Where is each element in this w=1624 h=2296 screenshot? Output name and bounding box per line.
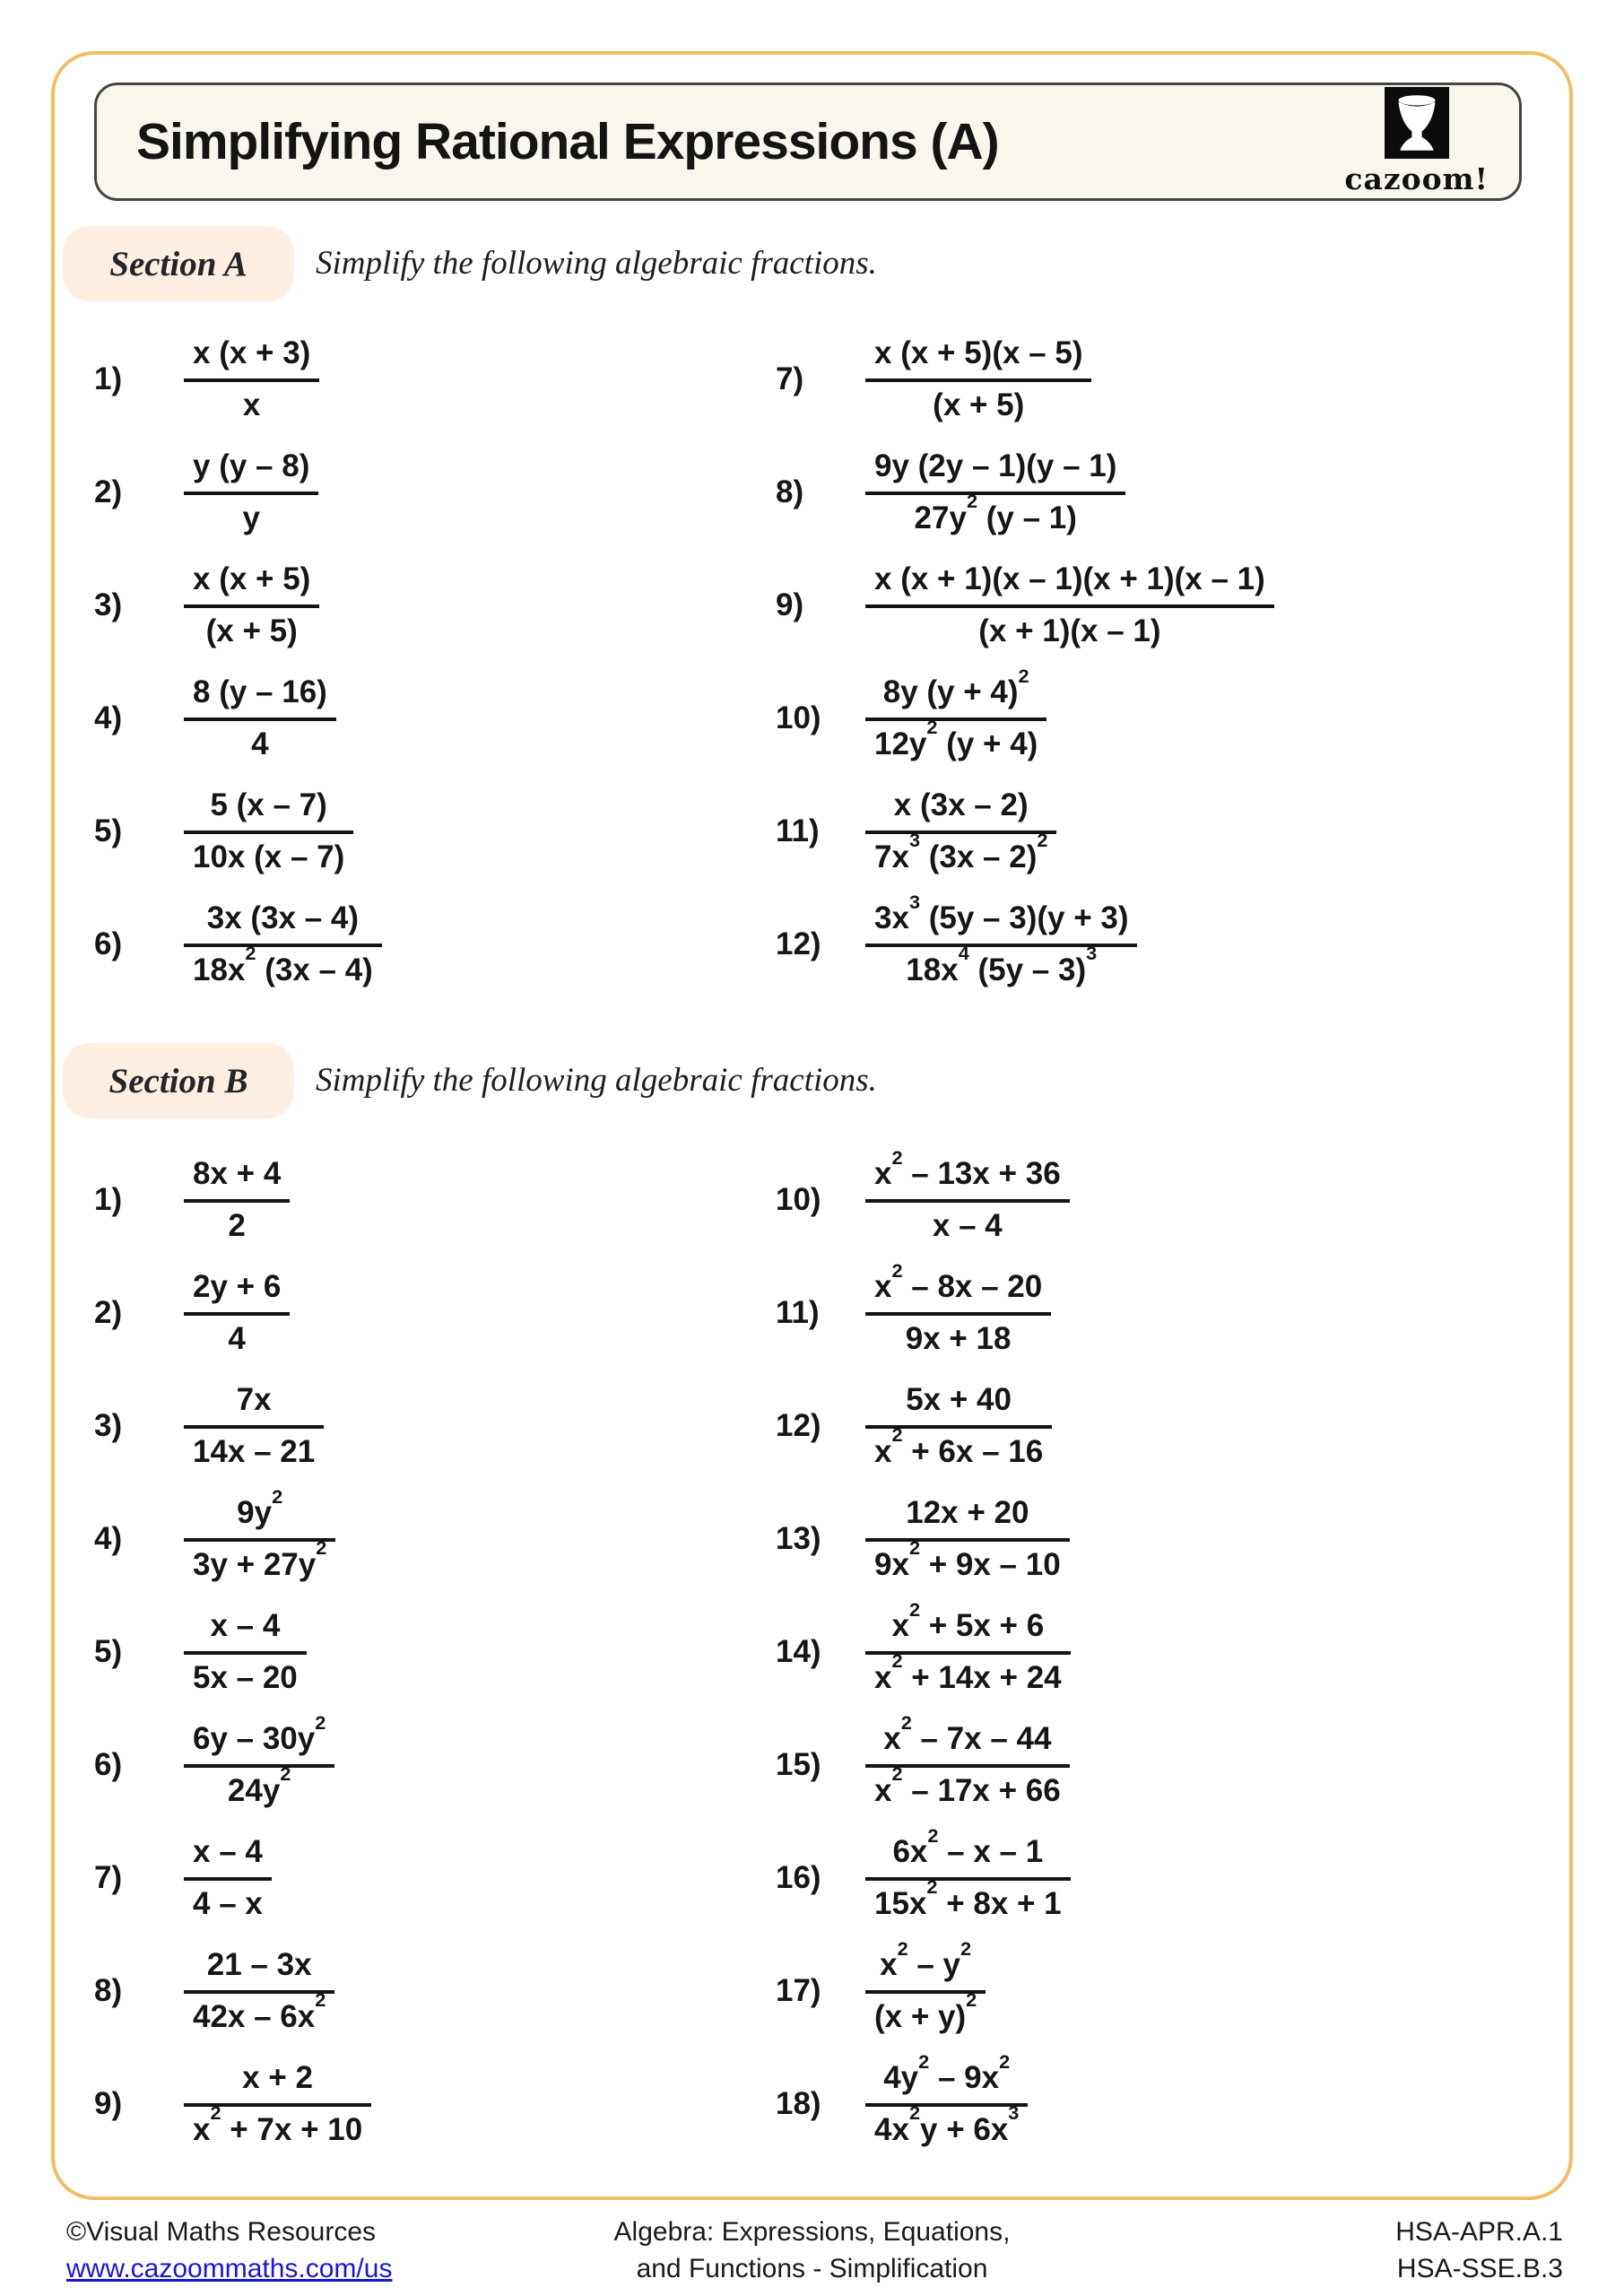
djembe-drum-icon <box>1385 87 1449 159</box>
problem-row <box>776 1935 1071 2048</box>
fraction-denominator: 5x – 20 <box>193 1659 298 1695</box>
fraction-numerator: $x^2 - 7x - 44$ <box>865 1721 1070 1767</box>
problem-row <box>776 1596 1071 1709</box>
section-b-label-text: Section B <box>109 1061 248 1100</box>
fraction-numerator: x – 4 <box>184 1608 307 1654</box>
problem-number: 12) <box>776 1408 821 1443</box>
section-a-right-column <box>776 323 1274 1001</box>
fraction-denominator: $7x^3$ (3x – 2)$^2$ <box>874 829 1048 874</box>
fraction-numerator: 9y (2y – 1)(y – 1) <box>865 448 1125 494</box>
fraction-numerator: 2y + 6 <box>184 1269 290 1315</box>
fraction-denominator: 4 <box>251 726 269 761</box>
problem-row <box>94 1596 371 1709</box>
problem-row <box>776 1370 1071 1483</box>
copyright-text: ©Visual Maths Resources <box>66 2217 377 2247</box>
algebraic-fraction <box>865 1145 1070 1244</box>
problem-number: 8) <box>94 1973 123 2008</box>
fraction-denominator: 10x (x – 7) <box>193 839 345 874</box>
fraction-numerator: x + 2 <box>184 2060 371 2106</box>
problem-row <box>776 775 1274 888</box>
fraction-denominator: $27y^2$ (y – 1) <box>914 490 1077 535</box>
problem-number: 13) <box>776 1521 821 1556</box>
standard-code-2: HSA-SSE.B.3 <box>1396 2254 1563 2283</box>
problem-row <box>94 1709 371 1822</box>
problem-row <box>94 323 382 436</box>
fraction-denominator: $(x + y)^2$ <box>874 1988 977 2034</box>
fraction-numerator: x (x + 1)(x – 1)(x + 1)(x – 1) <box>865 561 1274 607</box>
logo-wordmark: cazoom! <box>1344 161 1489 196</box>
problem-number: 5) <box>94 1634 123 1669</box>
algebraic-fraction <box>184 561 319 649</box>
problem-number: 2) <box>94 1295 123 1330</box>
problem-number: 17) <box>776 1973 821 2008</box>
problem-row <box>776 1144 1071 1257</box>
fraction-numerator: 8 (y – 16) <box>184 674 336 720</box>
algebraic-fraction <box>865 561 1274 649</box>
topic-line-2: and Functions - Simplification <box>636 2254 988 2283</box>
section-b-instruction: Simplify the following algebraic fractions. <box>316 1062 877 1099</box>
problem-number: 3) <box>94 1408 123 1443</box>
fraction-denominator: $15x^2 + 8x + 1$ <box>874 1875 1062 1921</box>
problem-number: 4) <box>94 700 123 735</box>
algebraic-fraction <box>865 448 1125 536</box>
problem-row <box>776 888 1274 1001</box>
fraction-numerator: y (y – 8) <box>184 448 318 494</box>
fraction-denominator: $x^2 - 17x + 66$ <box>874 1762 1061 1808</box>
fraction-denominator: x <box>242 387 261 422</box>
cazoom-logo <box>1344 87 1489 196</box>
problem-number: 1) <box>94 1182 123 1217</box>
problem-row <box>776 549 1274 662</box>
problem-number: 12) <box>776 926 821 961</box>
page-title: Simplifying Rational Expressions (A) <box>136 113 999 170</box>
problem-row <box>94 1822 371 1935</box>
problem-number: 11) <box>776 813 820 848</box>
fraction-numerator: x (x + 3) <box>184 335 319 381</box>
fraction-numerator: $6y - 30y^2$ <box>184 1721 334 1767</box>
algebraic-fraction <box>184 1834 272 1922</box>
problem-number: 9) <box>776 587 804 622</box>
fraction-denominator: $12y^2$ (y + 4) <box>874 716 1038 761</box>
algebraic-fraction <box>184 1947 334 2035</box>
problem-number: 16) <box>776 1860 821 1895</box>
problem-number: 18) <box>776 2086 821 2121</box>
fraction-numerator: x – 4 <box>184 1834 272 1880</box>
fraction-numerator: x (3x – 2) <box>865 787 1056 833</box>
problem-row <box>94 436 382 549</box>
fraction-numerator: 5 (x – 7) <box>184 787 353 833</box>
fraction-denominator: $4x^2y + 6x^3$ <box>874 2101 1020 2147</box>
algebraic-fraction <box>184 2060 371 2148</box>
website-link[interactable]: www.cazoommaths.com/us <box>66 2254 393 2283</box>
problem-number: 2) <box>94 474 123 509</box>
fraction-denominator: x – 4 <box>932 1207 1003 1243</box>
algebraic-fraction <box>184 1710 334 1809</box>
algebraic-fraction <box>184 787 353 875</box>
algebraic-fraction <box>865 1597 1071 1696</box>
problem-number: 4) <box>94 1521 123 1556</box>
footer-standards <box>1395 2213 1563 2287</box>
fraction-denominator: $24y^2$ <box>227 1762 291 1808</box>
section-b-left-column <box>94 1144 371 2161</box>
algebraic-fraction <box>184 900 382 988</box>
problem-row <box>94 1935 371 2048</box>
problem-number: 14) <box>776 1634 821 1669</box>
problem-row <box>776 323 1274 436</box>
fraction-denominator: 9x + 18 <box>905 1320 1012 1356</box>
fraction-denominator: $18x^2$ (3x – 4) <box>193 942 373 987</box>
fraction-denominator: (x + 5) <box>205 613 298 648</box>
algebraic-fraction <box>184 1608 307 1696</box>
fraction-numerator: $9y^2$ <box>184 1495 335 1541</box>
fraction-denominator: $42x - 6x^2$ <box>193 1988 326 2034</box>
problem-row <box>94 775 382 888</box>
fraction-denominator: (x + 5) <box>933 387 1025 422</box>
fraction-numerator: $3x^3$ (5y – 3)(y + 3) <box>865 900 1137 946</box>
fraction-denominator: $18x^4$ (5y – 3)$^3$ <box>906 942 1098 987</box>
section-b-label <box>63 1043 294 1118</box>
worksheet-header <box>94 83 1522 201</box>
problem-row <box>776 1257 1071 1370</box>
fraction-numerator: 12x + 20 <box>865 1495 1070 1541</box>
problem-row <box>94 1483 371 1596</box>
problem-number: 7) <box>776 361 804 396</box>
problem-row <box>776 1483 1071 1596</box>
problem-row <box>94 888 382 1001</box>
fraction-numerator: 3x (3x – 4) <box>184 900 382 946</box>
algebraic-fraction <box>184 674 336 762</box>
fraction-numerator: 7x <box>184 1382 324 1428</box>
problem-number: 5) <box>94 813 123 848</box>
fraction-denominator: 4 – x <box>193 1885 263 1921</box>
algebraic-fraction <box>865 1258 1051 1357</box>
fraction-numerator: $x^2 + 5x + 6$ <box>865 1608 1071 1654</box>
algebraic-fraction <box>865 335 1091 423</box>
problem-row <box>94 549 382 662</box>
problem-number: 7) <box>94 1860 123 1895</box>
section-a-instruction: Simplify the following algebraic fractions. <box>316 245 877 282</box>
algebraic-fraction <box>184 1484 335 1583</box>
problem-row <box>94 1370 371 1483</box>
fraction-numerator: $x^2 - 13x + 36$ <box>865 1156 1070 1202</box>
problem-number: 10) <box>776 700 821 735</box>
fraction-numerator: 8y $(y + 4)^2$ <box>865 674 1046 720</box>
section-a-label-text: Section A <box>109 244 248 283</box>
algebraic-fraction <box>865 1823 1071 1922</box>
algebraic-fraction <box>865 890 1137 988</box>
algebraic-fraction <box>184 448 318 536</box>
algebraic-fraction <box>865 1382 1052 1470</box>
algebraic-fraction <box>865 664 1046 762</box>
algebraic-fraction <box>184 1156 290 1244</box>
fraction-denominator: (x + 1)(x – 1) <box>978 613 1161 648</box>
algebraic-fraction <box>865 1495 1070 1583</box>
fraction-denominator: $x^2 + 14x + 24$ <box>874 1649 1062 1695</box>
fraction-numerator: $x^2 - y^2$ <box>865 1947 986 1993</box>
problem-number: 6) <box>94 926 123 961</box>
algebraic-fraction <box>865 787 1056 875</box>
fraction-denominator: 2 <box>228 1207 246 1243</box>
algebraic-fraction <box>865 1710 1070 1809</box>
algebraic-fraction <box>865 2049 1028 2148</box>
problem-number: 10) <box>776 1182 821 1217</box>
footer-topic <box>0 2213 1624 2287</box>
problem-row <box>94 662 382 775</box>
problem-row <box>776 662 1274 775</box>
fraction-denominator: $x^2 + 6x - 16$ <box>874 1423 1044 1469</box>
problem-number: 9) <box>94 2086 123 2121</box>
problem-row <box>776 1822 1071 1935</box>
fraction-numerator: x (x + 5)(x – 5) <box>865 335 1091 381</box>
problem-number: 6) <box>94 1747 123 1782</box>
problem-number: 15) <box>776 1747 821 1782</box>
fraction-denominator: $x^2 + 7x + 10$ <box>193 2101 363 2147</box>
standard-code-1: HSA-APR.A.1 <box>1395 2217 1563 2247</box>
section-a-left-column <box>94 323 382 1001</box>
problem-row <box>776 2048 1071 2161</box>
section-b-right-column <box>776 1144 1071 2161</box>
problem-number: 11) <box>776 1295 820 1330</box>
algebraic-fraction <box>865 1936 986 2035</box>
fraction-numerator: $6x^2$ – x – 1 <box>865 1834 1071 1880</box>
fraction-numerator: $x^2 - 8x - 20$ <box>865 1269 1051 1315</box>
section-a-label <box>63 226 294 301</box>
fraction-denominator: $9x^2 + 9x - 10$ <box>874 1536 1061 1582</box>
fraction-denominator: y <box>242 500 260 535</box>
fraction-numerator: $4y^2 - 9x^2$ <box>865 2060 1028 2106</box>
problem-number: 3) <box>94 587 123 622</box>
problem-row <box>94 1257 371 1370</box>
problem-row <box>94 2048 371 2161</box>
algebraic-fraction <box>184 1269 290 1357</box>
problem-number: 1) <box>94 361 123 396</box>
algebraic-fraction <box>184 1382 324 1470</box>
algebraic-fraction <box>184 335 319 423</box>
fraction-numerator: 5x + 40 <box>865 1382 1052 1428</box>
fraction-denominator: 14x – 21 <box>193 1433 316 1469</box>
fraction-numerator: 8x + 4 <box>184 1156 290 1202</box>
fraction-denominator: $3y + 27y^2$ <box>193 1536 327 1582</box>
problem-row <box>94 1144 371 1257</box>
problem-row <box>776 436 1274 549</box>
fraction-denominator: 4 <box>228 1320 246 1356</box>
problem-number: 8) <box>776 474 804 509</box>
fraction-numerator: 21 – 3x <box>184 1947 334 1993</box>
fraction-numerator: x (x + 5) <box>184 561 319 607</box>
topic-line-1: Algebra: Expressions, Equations, <box>613 2217 1011 2247</box>
problem-row <box>776 1709 1071 1822</box>
